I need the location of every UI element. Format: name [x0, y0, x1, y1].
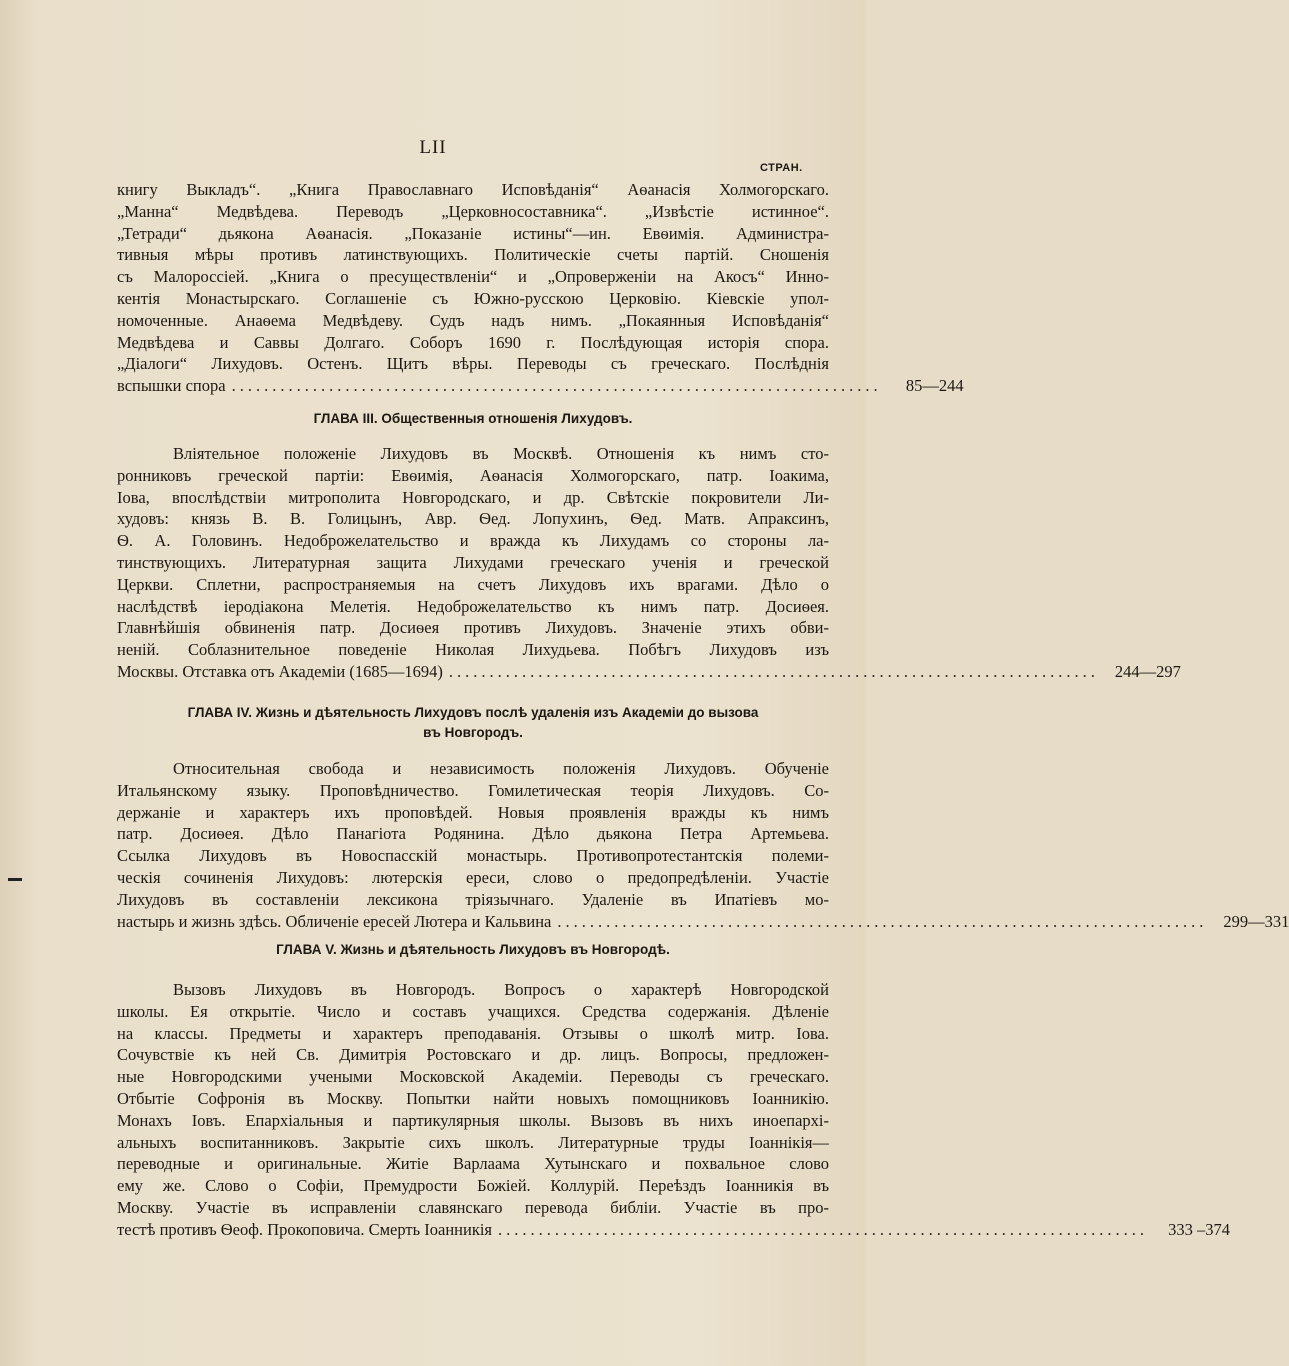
toc-entry-last-line	[117, 911, 1289, 933]
text-line: на классы. Предметы и характеръ преподаванія. Отзывы о школѣ митр. Іова.	[117, 1023, 829, 1043]
page-range: 299—331	[1223, 911, 1289, 931]
text-line: Іова, впослѣдствіи митрополита Новгородскаго, и др. Свѣтскіе покровители Ли-	[117, 487, 829, 507]
chapter-heading-line: ГЛАВА III. Общественныя отношенія Лихудовъ.	[313, 411, 633, 426]
chapter-heading-line: ГЛАВА V. Жизнь и дѣятельность Лихудовъ въ Новгородѣ.	[276, 942, 670, 957]
chapter-v-heading	[117, 940, 829, 960]
pages-column-label: СТРАН.	[760, 162, 803, 174]
chapter-iv-heading	[117, 703, 829, 743]
dot-leader: ................................................................................	[448, 661, 1099, 681]
dot-leader: ................................................................................	[557, 911, 1208, 931]
chapter-heading-line: въ Новгородъ.	[423, 725, 523, 740]
text-line: патр. Досиѳея. Дѣло Панагіота Родянина. Дѣло дьякона Петра Артемьева.	[117, 824, 829, 844]
text-line: Отбытіе Софронія въ Москву. Попытки найти новыхъ помощниковъ Іоанникію.	[117, 1088, 829, 1108]
toc-entry-last-line	[117, 1219, 1231, 1241]
text-line: держаніе и характеръ ихъ проповѣдей. Новыя проявленія вражды къ нимъ	[117, 802, 829, 822]
text-line: кентія Монастырскаго. Соглашеніе съ Южно-русскою Церковію. Кіевскіе упол-	[117, 288, 829, 308]
text-line: тинствующихъ. Литературная защита Лихудами греческаго ученія и греческой	[117, 552, 829, 572]
toc-entry-last-line	[117, 375, 964, 397]
chapter-iii-summary	[117, 443, 1181, 683]
chapter-v-summary	[117, 979, 1231, 1241]
text-line: Медвѣдева и Саввы Долгаго. Соборъ 1690 г. Послѣдующая исторія спора.	[117, 332, 829, 352]
text-line: наслѣдствѣ іеродіакона Мелетія. Недоброжелательство къ нимъ патр. Досиѳея.	[117, 596, 829, 616]
text-line: Относительная свобода и независимость положенія Лихудовъ. Обученіе	[173, 759, 829, 778]
text-line: номоченные. Анаѳема Медвѣдеву. Судъ надъ нимъ. „Покаянныя Исповѣданія“	[117, 310, 829, 330]
text-line: Монахъ Іовъ. Епархіальныя и партикулярныя школы. Вызовъ въ нихъ иноепархі-	[117, 1110, 829, 1130]
text-line: неній. Соблазнительное поведеніе Николая Лихудьева. Побѣгъ Лихудовъ изъ	[117, 640, 829, 660]
chapter-iv-summary	[117, 758, 1289, 932]
text-line: книгу Выкладъ“. „Книга Православнаго Исповѣданія“ Аѳанасія Холмогорскаго.	[117, 180, 829, 199]
dot-leader: ................................................................................	[231, 376, 882, 396]
text-line: „Діалоги“ Лихудовъ. Остенъ. Щитъ вѣры. Переводы съ греческаго. Послѣднія	[117, 354, 829, 374]
text-line: настырь и жизнь здѣсь. Обличеніе ересей Лютера и Кальвина	[117, 911, 552, 931]
text-line: Вліятельное положеніе Лихудовъ въ Москвѣ. Отношенія къ нимъ сто-	[173, 444, 829, 463]
toc-entry-last-line	[117, 661, 1181, 683]
chapter-iii-heading	[117, 409, 829, 429]
text-line: Лихудовъ въ составленіи лексикона тріязычнаго. Удаленіе въ Ипатіевъ мо-	[117, 889, 829, 909]
text-line: худовъ: князь В. В. Голицынъ, Авр. Ѳед. Лопухинъ, Ѳед. Матв. Апраксинъ,	[117, 509, 829, 529]
text-line: Москву. Участіе въ исправленіи славянскаго перевода библіи. Участіе въ про-	[117, 1197, 829, 1217]
chapter-ii-summary	[117, 179, 964, 397]
text-line: Ѳ. А. Головинъ. Недоброжелательство и вражда къ Лихудамъ со стороны ла-	[117, 531, 829, 551]
text-line: Ссылка Лихудовъ въ Новоспасскій монастырь. Противопротестантскія полеми-	[117, 846, 829, 866]
text-line: школы. Ея открытіе. Число и составъ учащихся. Средства содержанія. Дѣленіе	[117, 1001, 829, 1021]
text-line: „Тетради“ дьякона Аѳанасія. „Показаніе истины“—ин. Евѳимія. Администра-	[117, 223, 829, 243]
text-line: ные Новгородскими учеными Московской Академіи. Переводы съ греческаго.	[117, 1067, 829, 1087]
page-range: 244—297	[1114, 661, 1181, 681]
page-range: 333 –374	[1168, 1219, 1231, 1239]
text-line: ронниковъ греческой партіи: Евѳимія, Аѳанасія Холмогорскаго, патр. Іоакима,	[117, 465, 829, 485]
text-line: тестѣ противъ Ѳеоф. Прокоповича. Смерть Іоанникія	[117, 1219, 493, 1239]
text-line: Итальянскому языку. Проповѣдничество. Гомилетическая теорія Лихудовъ. Со-	[117, 780, 829, 800]
text-line: съ Малороссіей. „Книга о пресуществленіи“ и „Опроверженіи на Акосъ“ Инно-	[117, 267, 829, 287]
text-line: переводные и оригинальные. Житіе Варлаама Хутынскаго и похвальное слово	[117, 1154, 829, 1174]
page-range: 85—244	[905, 376, 964, 396]
dot-leader: ................................................................................	[498, 1219, 1149, 1239]
text-line: Вызовъ Лихудовъ въ Новгородъ. Вопросъ о характерѣ Новгородской	[173, 980, 829, 999]
text-line: Москвы. Отставка отъ Академіи (1685—1694)	[117, 661, 443, 681]
text-line: „Манна“ Медвѣдева. Переводъ „Церковносоставника“. „Извѣстіе истинное“.	[117, 201, 829, 221]
margin-mark	[8, 878, 22, 881]
text-line: альныхъ воспитанниковъ. Закрытіе сихъ школъ. Литературные труды Іоаннікія—	[117, 1132, 829, 1152]
text-line: ему же. Слово о Софіи, Премудрости Божіей. Коллурій. Переѣздъ Іоанникія въ	[117, 1176, 829, 1196]
text-line: Церкви. Сплетни, распространяемыя на счетъ Лихудовъ ихъ врагами. Дѣло о	[117, 574, 829, 594]
text-line: тивныя мѣры противъ латинствующихъ. Политическіе счеты партій. Сношенія	[117, 245, 829, 265]
text-line: Сочувствіе къ ней Св. Димитрія Ростовскаго и др. лицъ. Вопросы, предложен-	[117, 1045, 829, 1065]
text-line: вспышки спора	[117, 376, 226, 396]
text-line: ческія сочиненія Лихудовъ: лютерскія ереси, слово о предопредѣленіи. Участіе	[117, 867, 829, 887]
chapter-heading-line: ГЛАВА IV. Жизнь и дѣятельность Лихудовъ послѣ удаленія изъ Академіи до вызова	[187, 705, 759, 720]
page-number: LII	[419, 137, 447, 158]
text-line: Главнѣйшія обвиненія патр. Досиѳея противъ Лихудовъ. Значеніе этихъ обви-	[117, 618, 829, 638]
